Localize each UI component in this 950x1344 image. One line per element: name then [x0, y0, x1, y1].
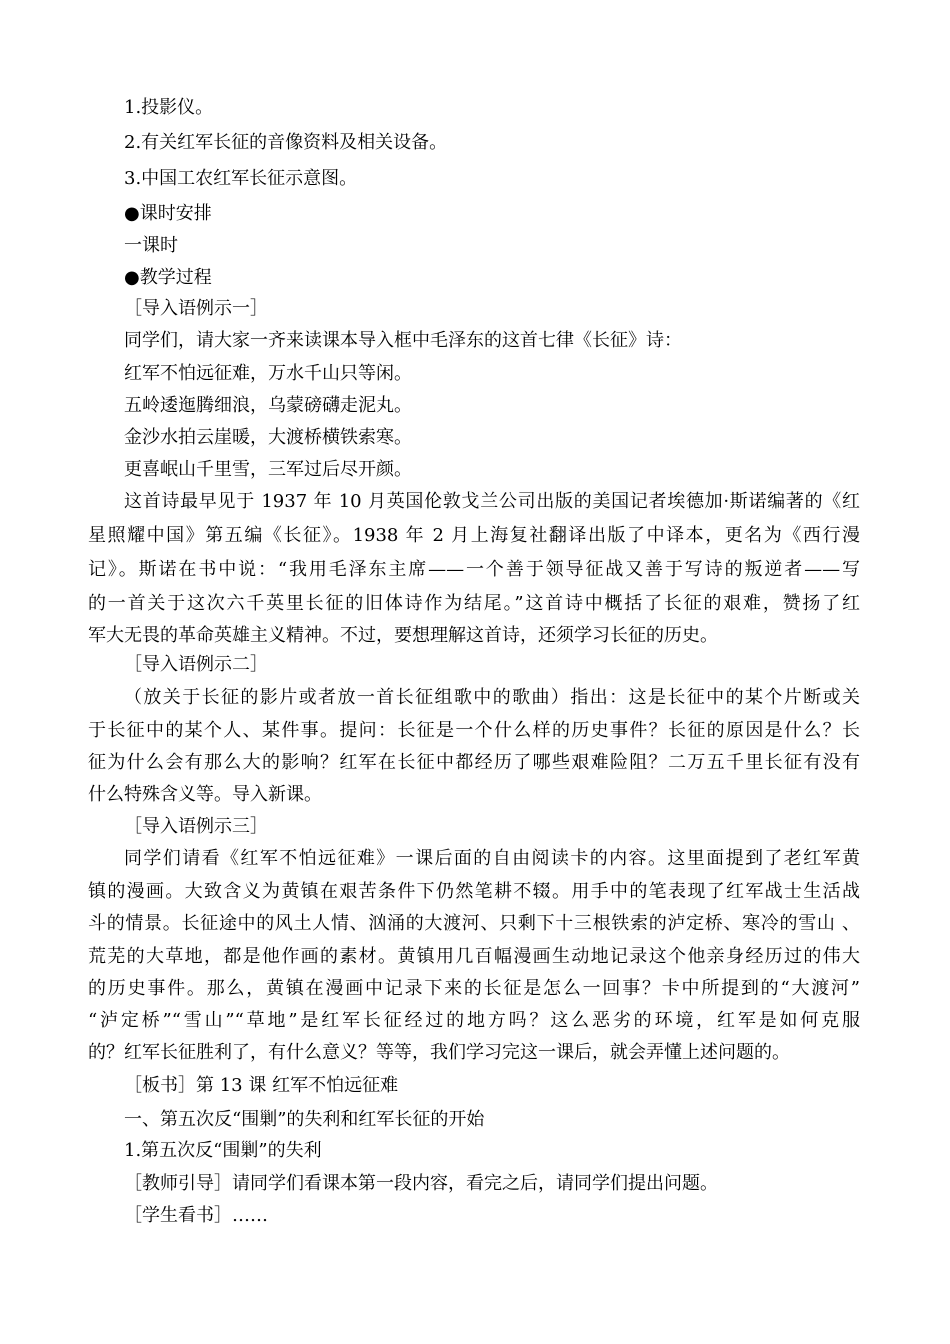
text-line: 荒芜的大草地，都是他作画的素材。黄镇用几百幅漫画生动地记录这个他亲身经历过的伟大 — [88, 946, 860, 967]
text-line: 同学们，请大家一齐来读课本导入框中毛泽东的这首七律《长征》诗： — [124, 330, 682, 351]
outline-subheading: 1.第五次反“围剿”的失利 — [124, 1140, 322, 1161]
text-line: “泸定桥”“雪山”“草地”是红军长征经过的地方吗？这么恶劣的环境，红军是如何克服 — [88, 1010, 860, 1031]
poem-line: 金沙水拍云崖暖，大渡桥横铁索寒。 — [124, 427, 412, 448]
student-activity-line: ［学生看书］…… — [124, 1205, 268, 1226]
teacher-guide-line: ［教师引导］请同学们看课本第一段内容，看完之后，请同学们提出问题。 — [124, 1173, 718, 1194]
poem-line: 五岭逶迤腾细浪，乌蒙磅礴走泥丸。 — [124, 395, 412, 416]
text-line: 什么特殊含义等。导入新课。 — [88, 784, 322, 805]
subsection-label: ［导入语例示三］ — [124, 816, 268, 837]
text-line: 斗的情景。长征途中的风土人情、汹涌的大渡河、只剩下十三根铁索的泸定桥、寒冷的雪山 、 — [88, 913, 860, 934]
text-line: 1.投影仪。 — [124, 97, 214, 118]
blackboard-title: ［板书］第 13 课 红军不怕远征难 — [124, 1075, 399, 1096]
text-line: 3.中国工农红军长征示意图。 — [124, 168, 358, 189]
text-line: 军大无畏的革命英雄主义精神。不过，要想理解这首诗，还须学习长征的历史。 — [88, 625, 718, 646]
text-line: 征为什么会有那么大的影响？红军在长征中都经历了哪些艰难险阻？二万五千里长征有没有 — [88, 752, 860, 773]
subsection-label: ［导入语例示二］ — [124, 654, 268, 675]
text-line: 镇的漫画。大致含义为黄镇在艰苦条件下仍然笔耕不辍。用手中的笔表现了红军战士生活战 — [88, 881, 860, 902]
text-line: 于长征中的某个人、某件事。提问：长征是一个什么样的历史事件？长征的原因是什么？长 — [88, 720, 860, 741]
text-line: （放关于长征的影片或者放一首长征组歌中的歌曲）指出：这是长征中的某个片断或关 — [124, 687, 860, 708]
outline-heading: 一、第五次反“围剿”的失利和红军长征的开始 — [124, 1109, 485, 1130]
text-line: 这首诗最早见于 1937 年 10 月英国伦敦戈兰公司出版的美国记者埃德加·斯诺编著的《红 — [124, 491, 860, 512]
text-line: 一课时 — [124, 235, 178, 256]
text-line: 记》。斯诺在书中说：“我用毛泽东主席——一个善于领导征战又善于写诗的叛逆者——写 — [88, 559, 860, 580]
text-line: 星照耀中国》第五编《长征》。1938 年 2 月上海复社翻译出版了中译本，更名为《西行漫 — [88, 525, 860, 546]
text-line: 的一首关于这次六千英里长征的旧体诗作为结尾。”这首诗中概括了长征的艰难，赞扬了红 — [88, 593, 860, 614]
poem-line: 红军不怕远征难，万水千山只等闲。 — [124, 363, 412, 384]
text-line: 的历史事件。那么，黄镇在漫画中记录下来的长征是怎么一回事？卡中所提到的“大渡河” — [88, 978, 860, 999]
subsection-label: ［导入语例示一］ — [124, 298, 268, 319]
poem-line: 更喜岷山千里雪，三军过后尽开颜。 — [124, 459, 412, 480]
text-line: 同学们请看《红军不怕远征难》一课后面的自由阅读卡的内容。这里面提到了老红军黄 — [124, 848, 860, 869]
section-heading: ●教学过程 — [124, 267, 212, 288]
section-heading: ●课时安排 — [124, 203, 212, 224]
text-line: 的？红军长征胜利了，有什么意义？等等，我们学习完这一课后，就会弄懂上述问题的。 — [88, 1042, 790, 1063]
text-line: 2.有关红军长征的音像资料及相关设备。 — [124, 132, 448, 153]
